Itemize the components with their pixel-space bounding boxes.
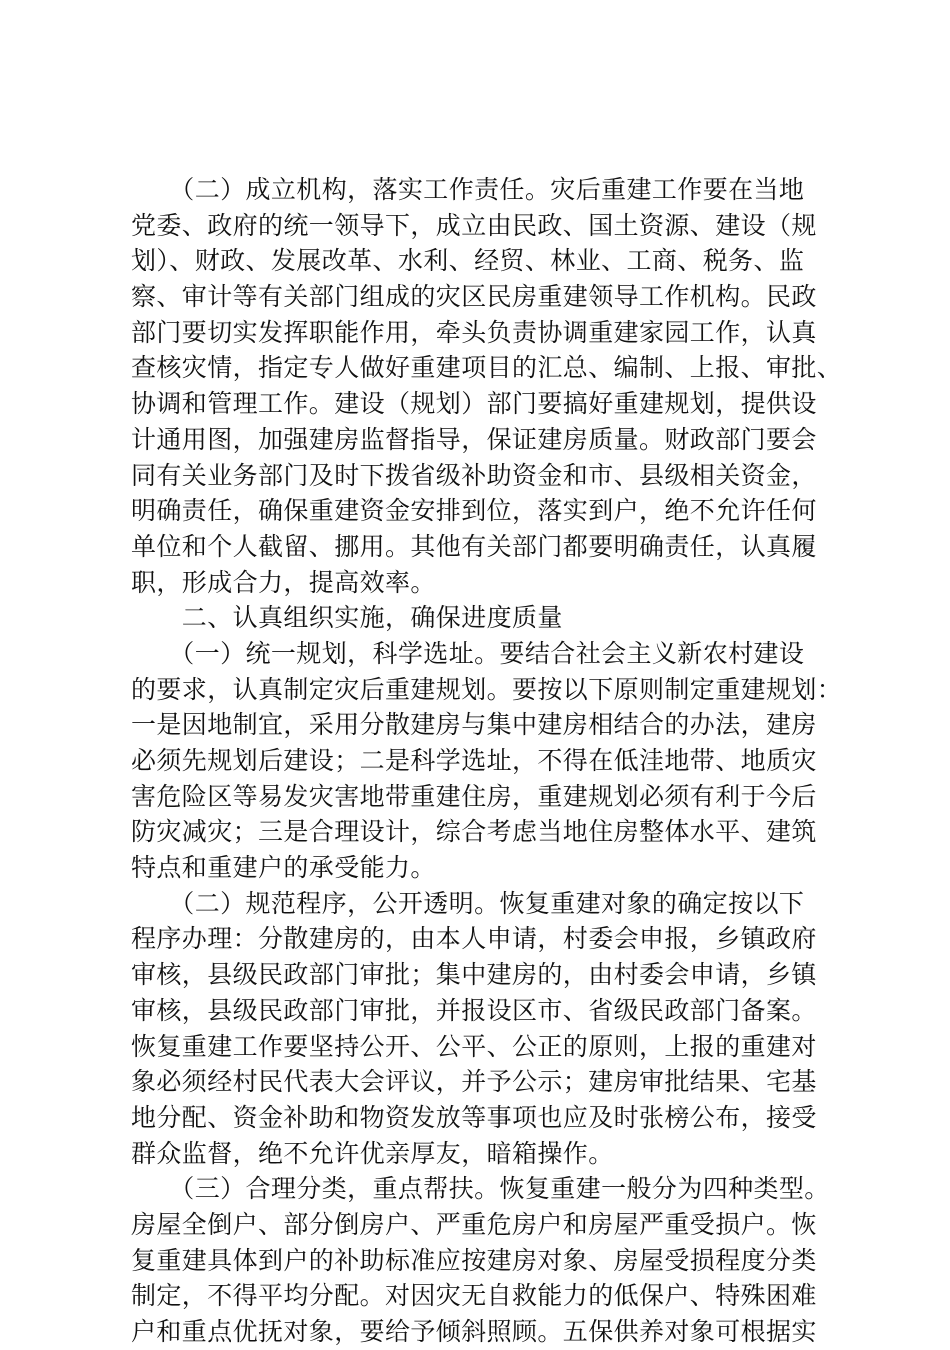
text-line: 察、审计等有关部门组成的灾区民房重建领导工作机构。民政	[131, 282, 817, 312]
text-line: 象必须经村民代表大会评议，并予公示；建房审批结果、宅基	[131, 1067, 817, 1097]
text-line: 复重建具体到户的补助标准应按建房对象、房屋受损程度分类	[131, 1245, 817, 1275]
text-line: 职，形成合力，提高效率。	[131, 567, 436, 597]
text-line: 户和重点优抚对象，要给予倾斜照顾。五保供养对象可根据实	[131, 1317, 817, 1346]
text-line: 一是因地制宜，采用分散建房与集中建房相结合的办法，建房	[131, 710, 817, 740]
text-line: 地分配、资金补助和物资发放等事项也应及时张榜公布，接受	[131, 1102, 817, 1132]
text-line: 程序办理：分散建房的，由本人申请，村委会申报，乡镇政府	[131, 924, 817, 954]
text-line: 审核，县级民政部门审批；集中建房的，由村委会申请，乡镇	[131, 960, 817, 990]
text-line: 的要求，认真制定灾后重建规划。要按以下原则制定重建规划：	[131, 674, 843, 704]
text-line: （二）成立机构，落实工作责任。灾后重建工作要在当地	[131, 175, 805, 204]
text-line: （一）统一规划，科学选址。要结合社会主义新农村建设	[131, 638, 805, 668]
text-line: （三）合理分类，重点帮扶。恢复重建一般分为四种类型。	[131, 1174, 830, 1204]
text-line: 必须先规划后建设；二是科学选址，不得在低洼地带、地质灾	[131, 746, 817, 775]
text-line: 害危险区等易发灾害地带重建住房，重建规划必须有利于今后	[131, 781, 817, 811]
text-line: 查核灾情，指定专人做好重建项目的汇总、编制、上报、审批、	[131, 353, 843, 383]
text-line: 房屋全倒户、部分倒房户、严重危房户和房屋严重受损户。恢	[131, 1209, 817, 1239]
text-line: 协调和管理工作。建设（规划）部门要搞好重建规划，提供设	[131, 389, 817, 419]
text-line: 划）、财政、发展改革、水利、经贸、林业、工商、税务、监	[131, 246, 805, 276]
text-line: 明确责任，确保重建资金安排到位，落实到户，绝不允许任何	[131, 496, 817, 526]
text-line: 制定，不得平均分配。对因灾无自救能力的低保户、特殊困难	[131, 1281, 817, 1311]
text-line: 党委、政府的统一领导下，成立由民政、国土资源、建设（规	[131, 210, 817, 240]
text-line: 审核，县级民政部门审批，并报设区市、省级民政部门备案。	[131, 995, 817, 1025]
text-line: 二、认真组织实施，确保进度质量	[131, 603, 563, 633]
text-line: 同有关业务部门及时下拨省级补助资金和市、县级相关资金，	[131, 460, 817, 490]
document-body	[131, 172, 851, 1350]
text-line: 恢复重建工作要坚持公开、公平、公正的原则，上报的重建对	[131, 1031, 817, 1061]
text-line: 防灾减灾；三是合理设计，综合考虑当地住房整体水平、建筑	[131, 817, 817, 847]
text-line: （二）规范程序，公开透明。恢复重建对象的确定按以下	[131, 888, 805, 918]
text-line: 单位和个人截留、挪用。其他有关部门都要明确责任，认真履	[131, 531, 817, 561]
text-line: 群众监督，绝不允许优亲厚友，暗箱操作。	[131, 1138, 614, 1168]
text-line: 部门要切实发挥职能作用，牵头负责协调重建家园工作，认真	[131, 317, 817, 347]
text-line: 计通用图，加强建房监督指导，保证建房质量。财政部门要会	[131, 424, 817, 454]
text-line: 特点和重建户的承受能力。	[131, 853, 436, 883]
